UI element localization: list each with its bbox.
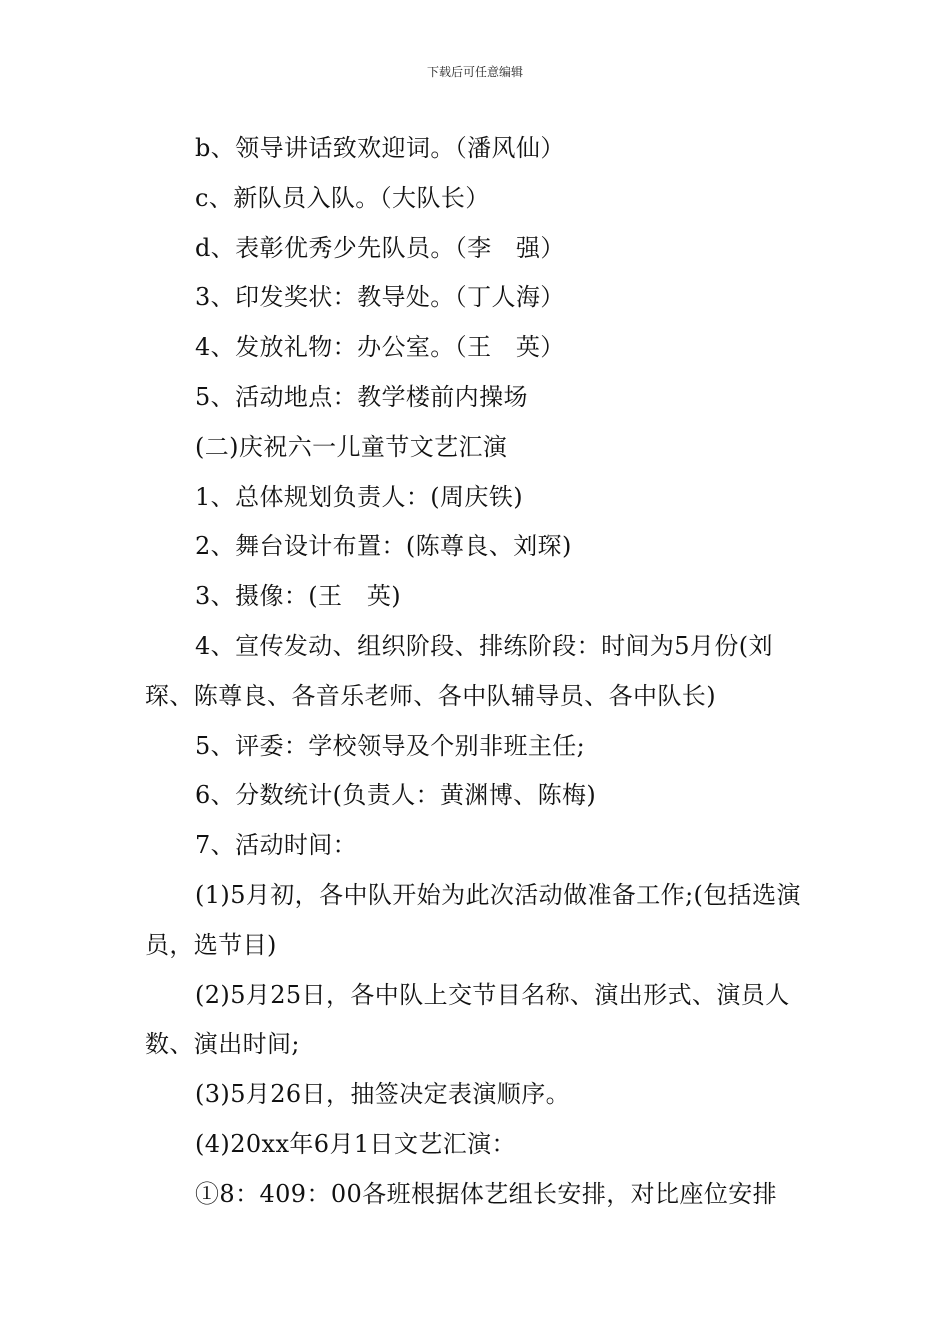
section-heading: (二)庆祝六一儿童节文艺汇演 xyxy=(195,432,508,461)
paragraph: 3、摄像：(王 英) xyxy=(195,582,401,611)
paragraph: 4、宣传发动、组织阶段、排练阶段：时间为5月份(刘琛、陈尊良、各音乐老师、各中队辅导员、各中队长) xyxy=(145,631,773,710)
paragraph: 2、舞台设计布置：(陈尊良、刘琛) xyxy=(195,532,572,561)
paragraph: 3、印发奖状：教导处。（丁人海） xyxy=(195,283,565,312)
paragraph: 4、发放礼物：办公室。（王 英） xyxy=(195,333,565,362)
paragraph: b、领导讲话致欢迎词。（潘风仙） xyxy=(195,134,565,162)
paragraph: d、表彰优秀少先队员。（李 强） xyxy=(195,233,565,262)
paragraph: 5、活动地点：教学楼前内操场 xyxy=(195,382,528,411)
paragraph: (3)5月26日，抽签决定表演顺序。 xyxy=(195,1080,571,1109)
paragraph: (2)5月25日，各中队上交节目名称、演出形式、演员人数、演出时间; xyxy=(145,980,790,1059)
paragraph: (1)5月初，各中队开始为此次活动做准备工作;(包括选演员，选节目) xyxy=(145,880,801,959)
paragraph: c、新队员入队。（大队长） xyxy=(195,183,490,212)
paragraph: 1、总体规划负责人：(周庆铁) xyxy=(195,482,523,511)
document-body xyxy=(145,124,810,1220)
paragraph: 5、评委：学校领导及个别非班主任; xyxy=(195,731,586,760)
paragraph: 7、活动时间： xyxy=(195,831,358,860)
paragraph: (4)20xx年6月1日文艺汇演： xyxy=(195,1129,516,1158)
paragraph: 6、分数统计(负责人：黄渊博、陈梅) xyxy=(195,781,597,810)
paragraph: ①8：409：00各班根据体艺组长安排，对比座位安排 xyxy=(195,1179,778,1208)
page-header: 下载后可任意编辑 xyxy=(426,65,523,79)
